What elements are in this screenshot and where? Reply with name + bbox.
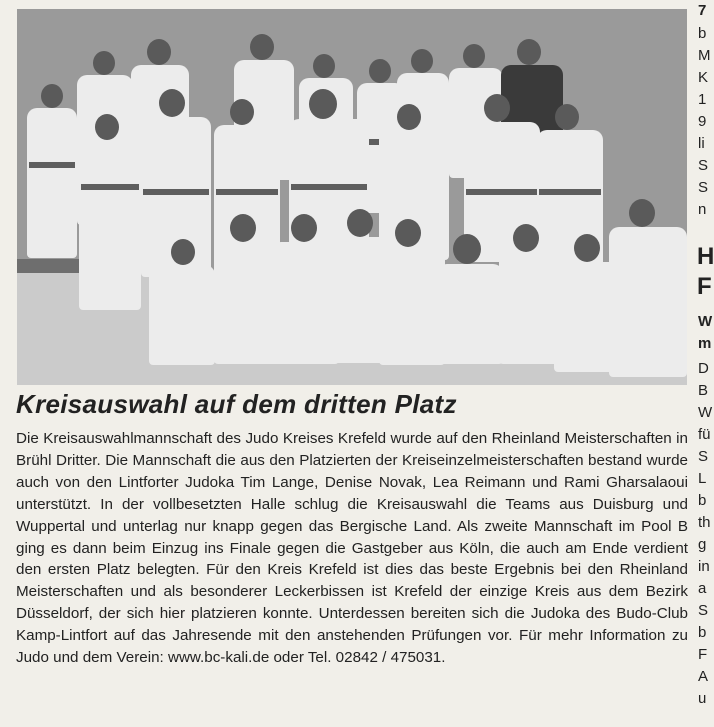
adjacent-column-fragment: u — [698, 690, 707, 707]
adjacent-column-fragment: b — [698, 492, 707, 509]
adjacent-column-fragment: b — [698, 25, 707, 42]
adjacent-column-fragment: K — [698, 69, 709, 86]
adjacent-column-fragment: W — [698, 404, 713, 421]
adjacent-column — [696, 0, 714, 727]
adjacent-column-fragment: M — [698, 47, 711, 64]
team-photo — [17, 9, 687, 385]
adjacent-column-fragment: 1 — [698, 91, 707, 108]
adjacent-column-fragment: li — [698, 135, 705, 152]
adjacent-column-fragment: fü — [698, 426, 711, 443]
adjacent-column-fragment: S — [698, 179, 709, 196]
adjacent-column-fragment: b — [698, 624, 707, 641]
adjacent-column-fragment: S — [698, 448, 709, 465]
adjacent-column-fragment: m — [698, 335, 712, 352]
article-headline: Kreisauswahl auf dem dritten Platz — [16, 389, 457, 419]
article-body: Die Kreisauswahlmannschaft des Judo Kreises Krefeld wurde auf den Rheinland Meisterschaften in Brühl Dritter. Die Mannschaft die aus den Platzierten der Kreiseinzelmeisterschaften bestand wurde auch von den Lintforter Judoka Tim Lange, Denise Novak, Lea Reimann und Rami Gharsalaoui unterstützt. In der vollbesetzten Halle schlug die Kreisauswahl die Teams aus Duisburg und Wuppertal und unterlag nur knapp gegen das Bergische Land. Als zweite Mannschaft im Pool B ging es dann beim Einzug ins Finale gegen die Gastgeber aus Köln, die auch am Ende verdient den ersten Platz belegten. Für den Kreis Krefeld ist dies das beste Ergebnis bei den Rheinland Meisterschaften und als besonderer Leckerbissen ist Krefeld der einzige Kreis aus dem Bezirk Düsseldorf, der sich hier platzieren konnte. Unterdessen bereiten sich die Judoka des Budo-Club Kamp-Lintfort auf das Jahresende mit den anstehenden Prüfungen vor. Für mehr Information zu Judo und dem Verein: www.bc-kali.de oder Tel. 02842 / 475031. — [16, 430, 688, 667]
adjacent-column-fragment: W — [698, 313, 713, 330]
adjacent-column-fragment: A — [698, 668, 709, 685]
adjacent-column-fragment: g — [698, 536, 707, 553]
adjacent-column-fragment: th — [698, 514, 711, 531]
adjacent-column-fragment: 7 — [698, 2, 707, 19]
adjacent-column-fragment: S — [698, 602, 709, 619]
adjacent-column-fragment: 9 — [698, 113, 707, 130]
adjacent-column-fragment: H — [697, 243, 714, 270]
adjacent-column-fragment: S — [698, 157, 709, 174]
adjacent-column-fragment: n — [698, 201, 707, 218]
adjacent-column-fragment: F — [698, 646, 708, 663]
adjacent-column-fragment: in — [698, 558, 710, 575]
adjacent-column-fragment: L — [698, 470, 707, 487]
adjacent-column-fragment: a — [698, 580, 707, 597]
adjacent-column-fragment: B — [698, 382, 709, 399]
adjacent-column-fragment: D — [698, 360, 709, 377]
adjacent-column-fragment: F — [697, 273, 712, 300]
